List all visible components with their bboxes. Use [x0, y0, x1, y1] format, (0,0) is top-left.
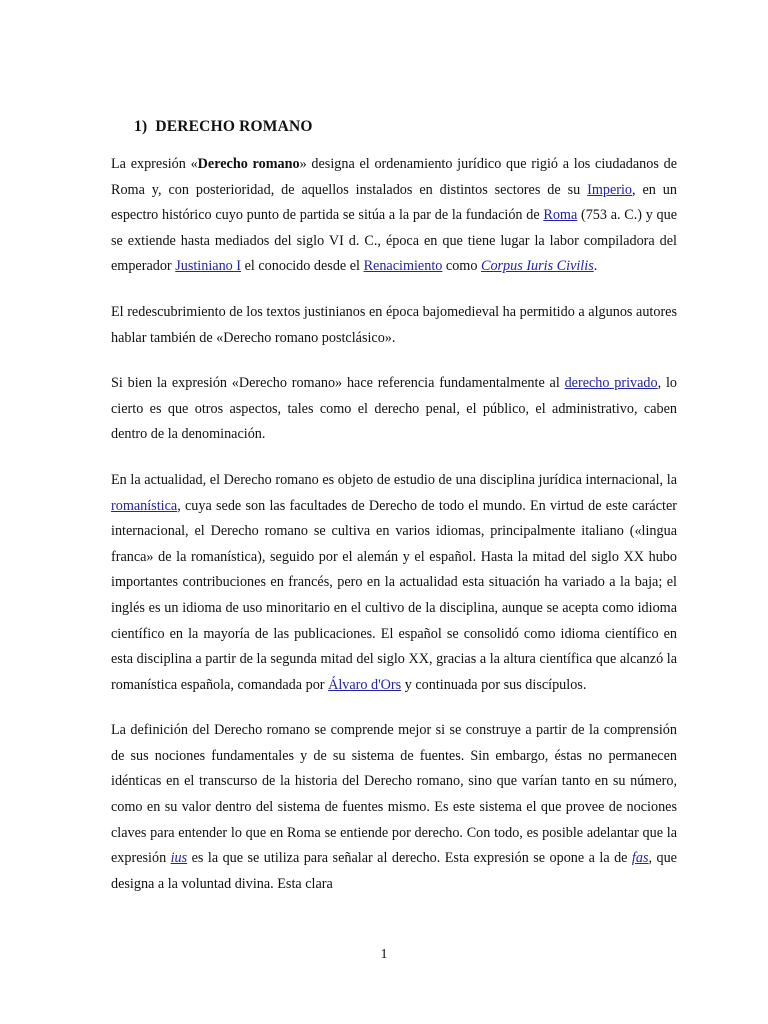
text-run: , en un espectro histórico cuyo punto de partida se sitúa a la par de la fundación de — [111, 181, 677, 224]
link-corpus-iuris-civilis[interactable]: Corpus Iuris Civilis — [480, 258, 594, 275]
text-run: y continuada por sus discípulos. — [401, 676, 587, 693]
paragraph-3 — [111, 371, 677, 448]
text-run: , cuya sede son las facultades de Derecho de todo el mundo. En virtud de este carácter internacional, el Derecho romano se cultiva en varios idiomas, principalmente italiano («lingua franca» de la romanística), seguido por el alemán y el español. Hasta la mitad del siglo XX hubo importantes contribuciones en francés, pero en la actualidad esta situación ha variado a la baja; el inglés es un idioma de uso minoritario en el cultivo de la disciplina, aunque se acepta como idioma científico en la mayoría de las publicaciones. El español se consolidó como idioma científico en esta disciplina a partir de la segunda mitad del siglo XX, gracias a la altura científica que alcanzó la romanística española, comandada por — [111, 497, 677, 693]
section-heading — [134, 118, 313, 136]
text-run: es la que se utiliza para señalar al derecho. Esta expresión se opone a la de — [187, 850, 632, 867]
link-justiniano[interactable]: Justiniano I — [175, 258, 242, 275]
text-run: (753 a. C.) y que se extiende hasta mediados del siglo VI d. C., época en que tiene lugar la labor compiladora del emperador — [111, 207, 677, 275]
link-derecho-privado[interactable]: derecho privado — [564, 375, 658, 392]
paragraph-4 — [111, 468, 677, 698]
text-run: En la actualidad, el Derecho romano es objeto de estudio de una disciplina jurídica internacional, la — [111, 471, 677, 488]
link-alvaro-dors[interactable]: Álvaro d'Ors — [328, 676, 402, 693]
link-roma[interactable]: Roma — [543, 207, 578, 224]
document-body — [111, 152, 677, 897]
text-run: , lo cierto es que otros aspectos, tales como el derecho penal, el público, el administrativo, caben dentro de la denominación. — [111, 375, 677, 443]
text-run: , que designa a la voluntad divina. Esta clara — [111, 850, 677, 892]
text-run: . — [593, 258, 598, 275]
paragraph-5 — [111, 718, 677, 897]
text-run: el conocido desde el — [241, 258, 364, 275]
link-fas[interactable]: fas — [631, 850, 649, 867]
link-ius[interactable]: ius — [170, 850, 188, 867]
text-run: Si bien la expresión «Derecho romano» hace referencia fundamentalmente al — [111, 375, 565, 392]
paragraph-2: El redescubrimiento de los textos justinianos en época bajomedieval ha permitido a algunos autores hablar también de «Derecho romano postclásico». — [111, 303, 677, 346]
section-number: 1) — [134, 118, 148, 135]
paragraph-1 — [111, 152, 677, 280]
link-imperio[interactable]: Imperio — [587, 181, 633, 198]
section-title: DERECHO ROMANO — [155, 118, 313, 135]
link-renacimiento[interactable]: Renacimiento — [363, 258, 443, 275]
text-run: La expresión « — [111, 156, 198, 172]
bold-term: Derecho romano — [197, 156, 300, 172]
text-run: como — [442, 258, 481, 275]
text-run: La definición del Derecho romano se comprende mejor si se construye a partir de la comprensión de sus nociones fundamentales y de su sistema de fuentes. Sin embargo, éstas no permanecen idénticas en el transcurso de la historia del Derecho romano, sino que varían tanto en su número, como en su valor dentro del sistema de fuentes mismo. Es este sistema el que provee de nociones claves para entender lo que en Roma se entiende por derecho. Con todo, es posible adelantar que la expresión — [111, 722, 677, 867]
text-run: » designa el ordenamiento jurídico que rigió a los ciudadanos de Roma y, con posterioridad, de aquellos instalados en distintos sectores de su — [111, 156, 677, 198]
page-number: 1 — [380, 947, 388, 962]
link-romanistica[interactable]: romanística — [111, 497, 178, 514]
